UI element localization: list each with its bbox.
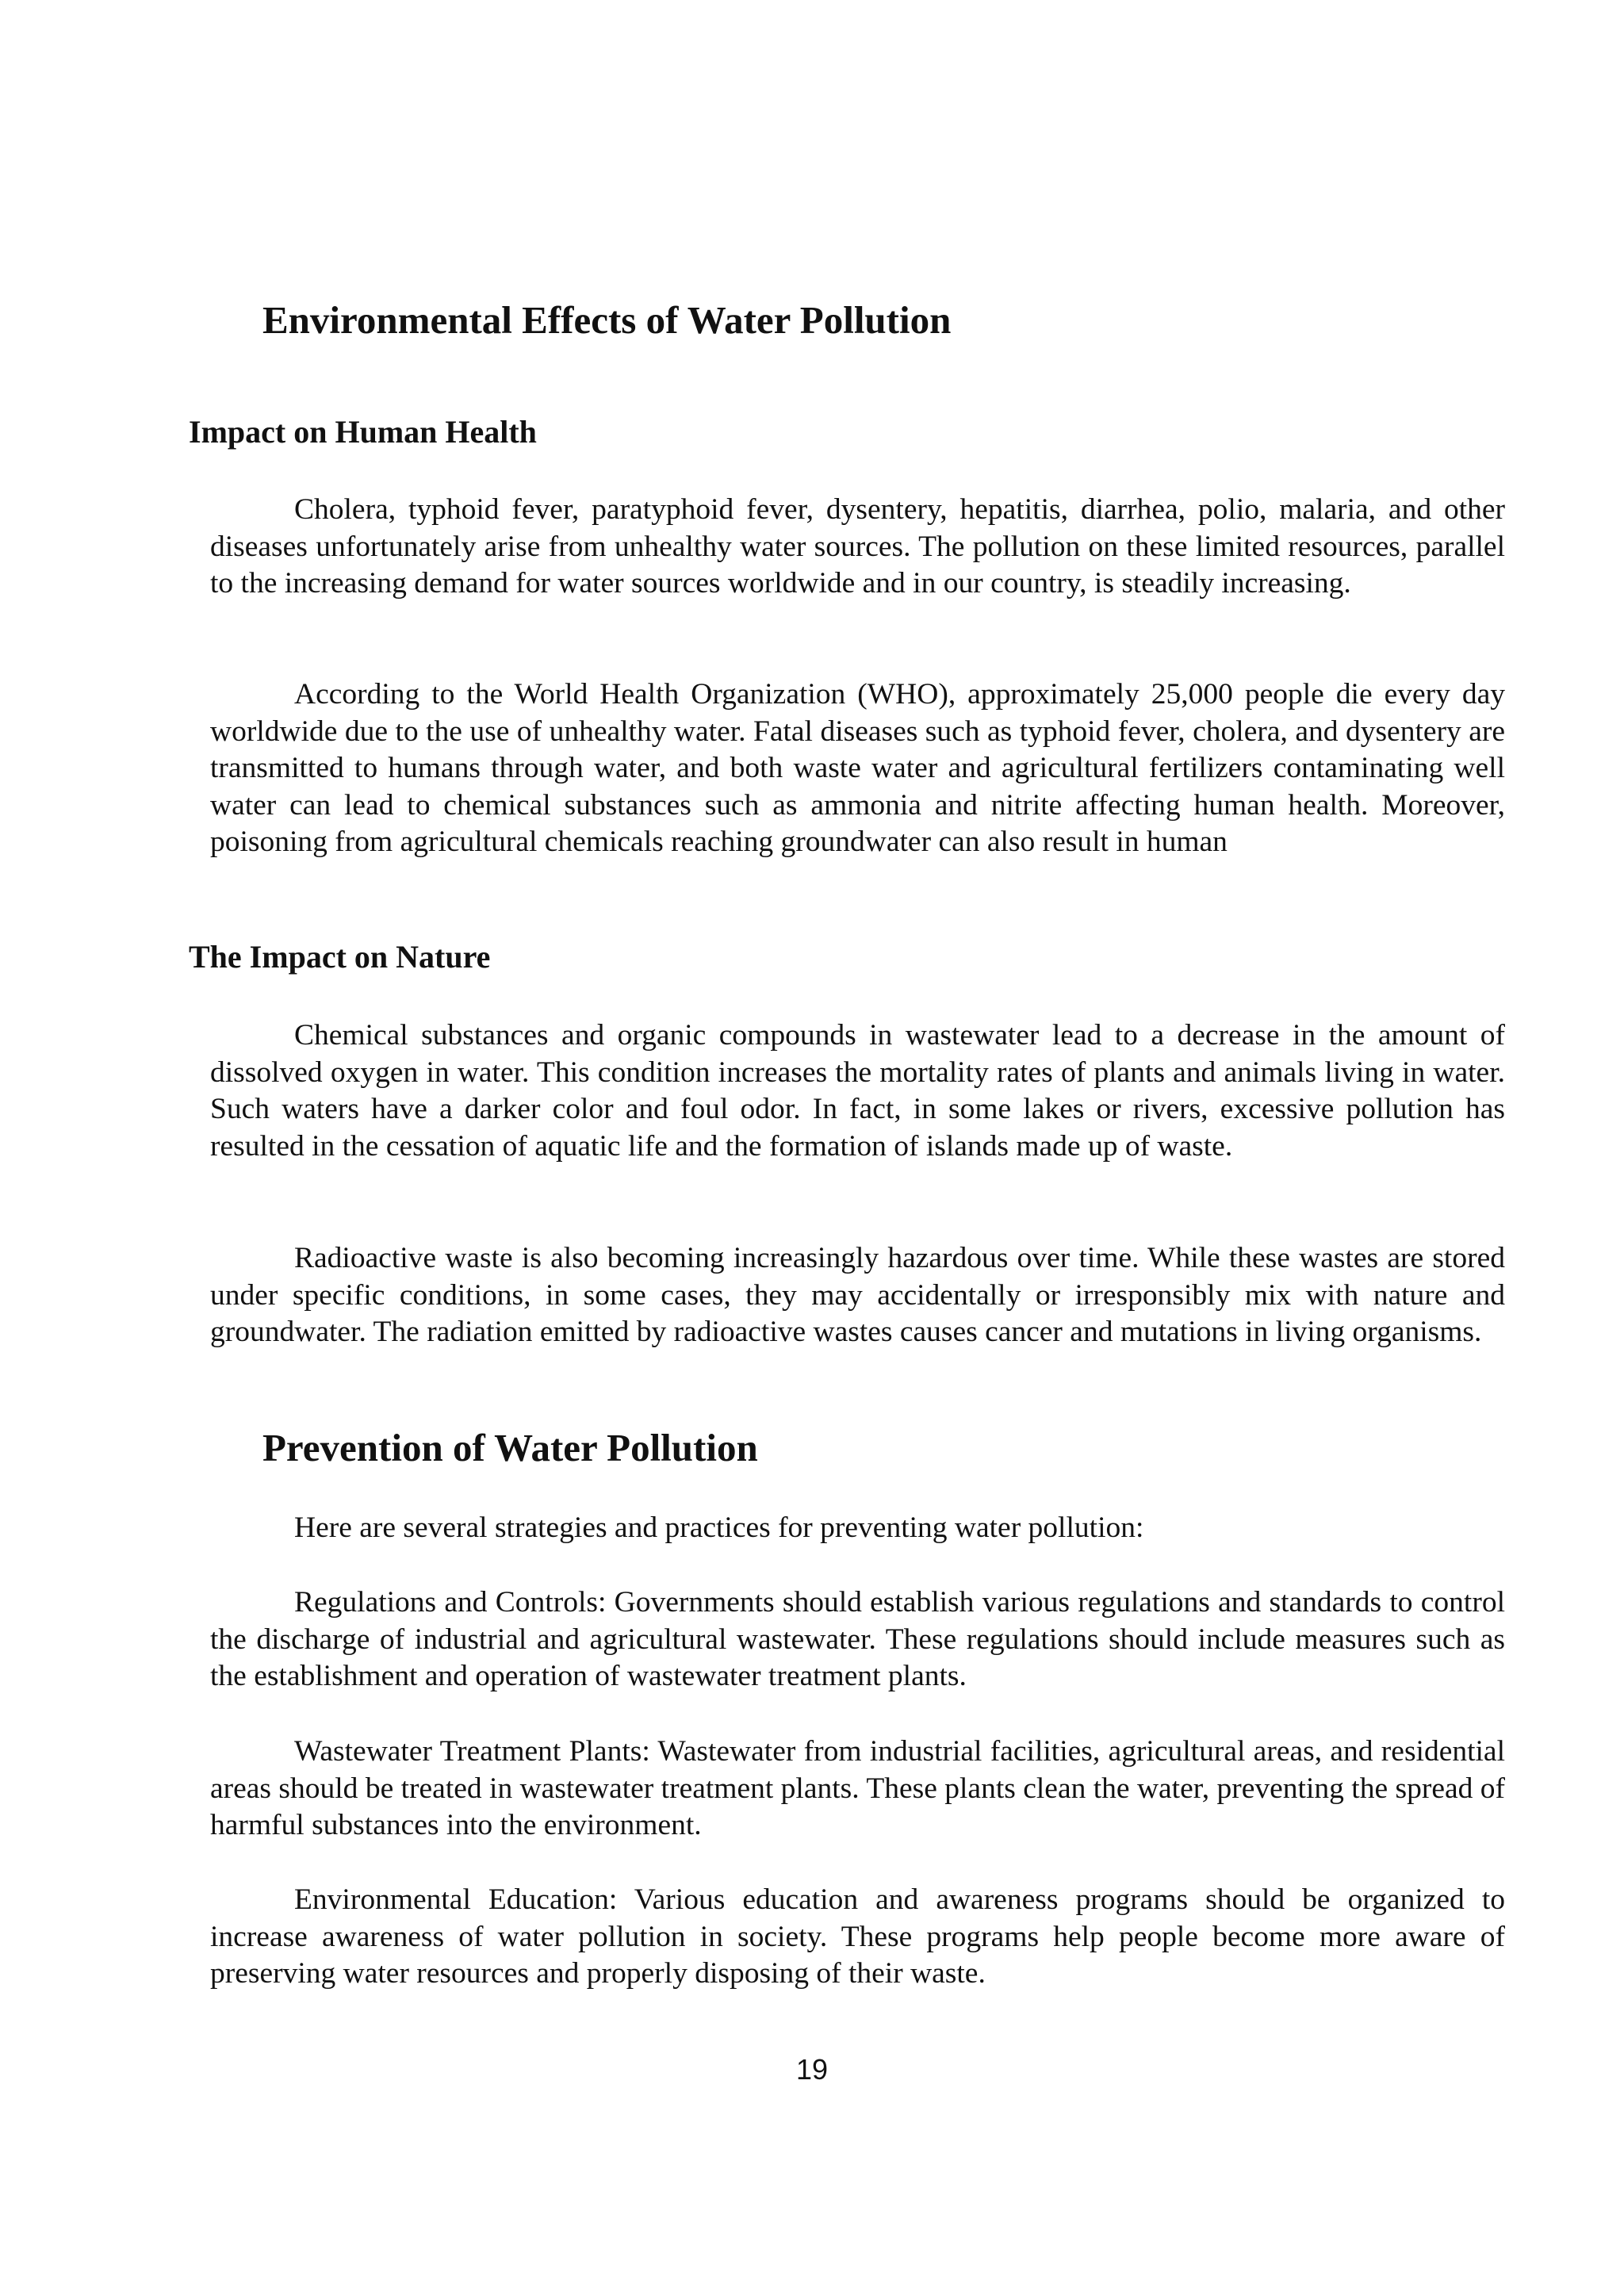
paragraph-nature-1: Chemical substances and organic compounds in wastewater lead to a decrease in the amount of dissolved oxygen in water. This condition increases the mortality rates of plants and animals living in water. Such waters have a darker color and foul odor. In fact, in some lakes or rivers, excessive pollution has resulted in the cessation of aquatic life and the formation of islands made up of waste.	[210, 1019, 1505, 1163]
heading-impact-on-nature: The Impact on Nature	[189, 939, 491, 975]
section-title-prevention: Prevention of Water Pollution	[262, 1426, 758, 1469]
paragraph-wastewater-treatment-plants: Wastewater Treatment Plants: Wastewater from industrial facilities, agricultural areas, and residential areas should be treated in wastewater treatment plants. These plants clean the water, preventing the spread of harmful substances into the environment.	[210, 1735, 1505, 1841]
section-title-environmental-effects: Environmental Effects of Water Pollution	[262, 298, 952, 342]
page-number: 19	[795, 2053, 829, 2086]
heading-impact-on-human-health: Impact on Human Health	[189, 414, 537, 450]
paragraph-environmental-education: Environmental Education: Various education and awareness programs should be organized to increase awareness of water pollution in society. These programs help people become more aware of preserving water resources and properly disposing of their waste.	[210, 1883, 1505, 1990]
paragraph-nature-2: Radioactive waste is also becoming increasingly hazardous over time. While these wastes are stored under specific conditions, in some cases, they may accidentally or irresponsibly mix with nature and groundwater. The radiation emitted by radioactive wastes causes cancer and mutations in living organisms.	[210, 1242, 1505, 1348]
paragraph-regulations-controls: Regulations and Controls: Governments should establish various regulations and standards to control the discharge of industrial and agricultural wastewater. These regulations should include measures such as the establishment and operation of wastewater treatment plants.	[210, 1586, 1505, 1692]
paragraph-prevention-intro: Here are several strategies and practices for preventing water pollution:	[294, 1511, 1144, 1544]
paragraph-human-health-1: Cholera, typhoid fever, paratyphoid fever, dysentery, hepatitis, diarrhea, polio, malaria, and other diseases unfortunately arise from unhealthy water sources. The pollution on these limited resources, parallel to the increasing demand for water sources worldwide and in our country, is steadily increasing.	[210, 493, 1505, 600]
paragraph-human-health-2: According to the World Health Organization (WHO), approximately 25,000 people die every day worldwide due to the use of unhealthy water. Fatal diseases such as typhoid fever, cholera, and dysentery are transmitted to humans through water, and both waste water and agricultural fertilizers contaminating well water can lead to chemical substances such as ammonia and nitrite affecting human health. Moreover, poisoning from agricultural chemicals reaching groundwater can also result in human	[210, 678, 1505, 858]
